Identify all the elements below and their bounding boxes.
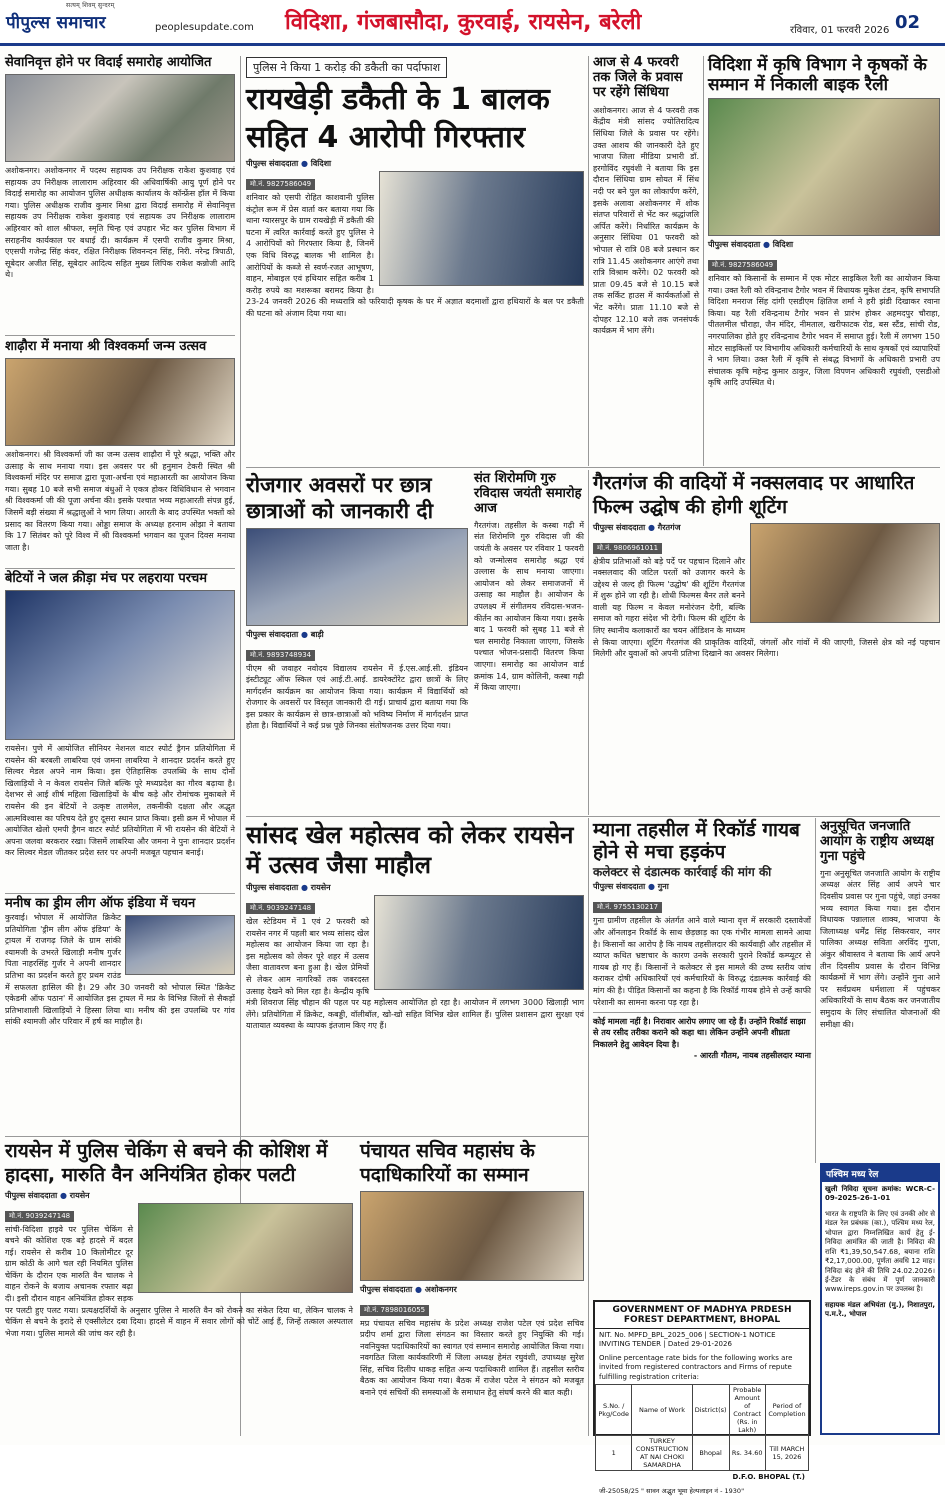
article-sports-festival xyxy=(246,820,584,1132)
article-body: गुना अनुसूचित जनजाति आयोग के राष्ट्रीय अध्यक्ष अंतर सिंह आर्य अपने चार दिवसीय प्रवास पर गुना पहुंचे, जहां उनका भव्य स्वागत किया गया। इस दौरान विधायक पन्नालाल शाक्य, भाजपा के जिलाध्यक्ष धर्मेंद्र सिंह सिकरवार, नगर पालिका अध्यक्ष सविता अरविंद गुप्ता, अंकुर श्रीवास्तव ने बताया कि आर्य अपने तीन दिवसीय प्रवास के दौरान विभिन्न कार्यक्रमों में भाग लेंगे। उन्होंने गुना आने पर सर्वप्रथम धर्मशाला में पहुंचकर अधिकारियों के साथ बैठक कर जनजातीय समुदाय के लिए संचालित योजनाओं की समीक्षा की। xyxy=(820,868,940,1029)
logo-tagline: सत्यम् शिवम् सुन्दरम् xyxy=(66,2,115,9)
reporter-mobile: मो.नं. 9755130217 xyxy=(593,902,662,913)
rail-sign: सहायक मंडल अभियंता (मु.), निशातपुरा, प.म.रे., भोपाल xyxy=(825,1300,935,1319)
site-url[interactable]: peoplesupdate.com xyxy=(155,22,254,33)
article-body: मप्र पंचायत सचिव महासंघ के प्रदेश अध्यक्ष राजेश पटेल एवं प्रदेश सचिव प्रदीप शर्मा द्वारा जिला संगठन का विस्तार करते हुए नियुक्ति की गई। नवनियुक्त पदाधिकारियों का स्वागत एवं सम्मान समारोह आयोजित किया गया। नवगठित जिला कार्यकारिणी में जिला अध्यक्ष हेमंत रघुवंशी, उपाध्यक्ष सुरेश सिंह, सचिव दिलीप धाकड़ सहित अन्य पदाधिकारी शामिल हैं। तहसील स्तरीय बैठक का आयोजन किया गया। बैठक में राजेश पटेल ने संगठन को मजबूत बनाने एवं सचिवों की समस्याओं के समाधान हेतु संघर्ष करने की बात कही। xyxy=(360,1318,584,1398)
headline: रायसेन में पुलिस चेकिंग से बचने की कोशिश में हादसा, मारुति वैन अनियंत्रित होकर पलटी xyxy=(5,1140,328,1186)
rail-title: खुली निविदा सूचना क्रमांक: WCR-C-09-2025-26-1-01 xyxy=(825,1185,935,1203)
lead-headline: रायखेड़ी डकैती के 1 बालक सहित 4 आरोपी गिरफ्तार xyxy=(246,82,550,155)
headline: पंचायत सचिव महासंघ के पदाधिकारियों का सम्मान xyxy=(360,1140,535,1186)
headline: मनीष का ड्रीम लीग ऑफ इंडिया में चयन xyxy=(5,896,196,911)
headline: संत शिरोमणि गुरु रविदास जयंती समारोह आज xyxy=(474,471,582,516)
headline: गैरतगंज की वादियों में नक्सलवाद पर आधारित फिल्म उद्घोष की होगी शूटिंग xyxy=(593,472,915,518)
quote-author: - आरती गौतम, नायब तहसीलदार म्याना xyxy=(693,1050,811,1060)
headline: अनुसूचित जनजाति आयोग के राष्ट्रीय अध्यक्ष गुना पहुंचे xyxy=(820,819,934,864)
column-rule xyxy=(588,56,589,466)
divider xyxy=(246,467,940,468)
headline: विदिशा में कृषि विभाग ने कृषकों के सम्मान में निकाली बाइक रैली xyxy=(708,55,927,95)
tender-title: GOVERNMENT OF MADHYA PRDESH FOREST DEPARTMENT, BHOPAL xyxy=(595,1302,809,1329)
headline: म्याना तहसील में रिकॉर्ड गायब होने से मचा हड़कंप xyxy=(593,819,800,863)
byline: पीपुल्स संवाददाता ● बाड़ी xyxy=(246,629,324,639)
article-body: सांची-विदिशा हाइवे पर पुलिस चेकिंग से बचने की कोशिश एक बड़े हादसे में बदल गई। रायसेन से करीब 10 किलोमीटर दूर ग्राम कोठी के आगे चल रही नियमित पुलिस चेकिंग के दौरान एक मारुति वैन चालक ने वाहन रोकने के बजाय अचानक रफ्तार बढ़ा दी। इसी दौरान वाहन अनियंत्रित होकर सड़क पर पलटी हुए पलट गया। प्रत्यक्षदर्शियों के अनुसार पुलिस ने मारुति वैन को रोकने का संकेत दिया था, लेकिन चालक ने चेकिंग से बचने के इरादे से एक्सीलेटर दबा दिया। हादसे में वाहन में सवार लोगों को चोटें आई हैं, जिन्हें तत्काल अस्पताल भेजा गया। पुलिस मामले की जांच कर रही है। xyxy=(5,1224,353,1338)
kicker: पुलिस ने किया 1 करोड़ की डकैती का पर्दाफाश xyxy=(246,57,447,78)
news-photo xyxy=(5,358,235,446)
page-number: 02 xyxy=(895,12,921,33)
article-van-accident xyxy=(5,1140,353,1438)
tender-note: Online percentage rate bids for the following works are invited from registered contractors and Firms of repute fulfilling registration criteria: xyxy=(599,1353,793,1381)
article-body: रायसेन। पुणे में आयोजित सीनियर नेशनल वाटर स्पोर्ट ड्रैगन प्रतियोगिता में रायसेन की बरबली लाबरिया एवं जमना लाबरिया ने शानदार प्रदर्शन करते हुए सिल्वर मेडल अपने नाम किया। इस ऐतिहासिक उपलब्धि के साथ दोनों खिलाड़ियों ने न केवल रायसेन जिले बल्कि पूरे मध्यप्रदेश का गौरव बढ़ाया है। देशभर से आई शीर्ष महिला खिलाड़ियों के बीच कड़े और रोमांचक मुकाबले में रायसेन की इन बेटियों ने उत्कृष्ट तालमेल, तकनीकी दक्षता और अद्भुत आत्मविश्वास का परिचय देते हुए दूसरा स्थान प्राप्त किया। इसी क्रम में भोपाल में आयोजित खेलो एमपी ड्रैगन वाटर स्पोर्ट प्रतियोगिता में भी रायसेन की बेटियों ने अपना जलवा बरकरार रखा। जिसमें लाबरिया और जमना ने पुनः शानदार प्रदर्शन कर सिल्वर मेडल जीतकर प्रदेश स्तर पर अपनी मजबूत पहचान बनाई। xyxy=(5,743,235,858)
article-dream-league xyxy=(5,897,235,1132)
forest-tender-ad xyxy=(593,1300,811,1495)
article-retirement xyxy=(5,56,235,331)
divider xyxy=(246,816,940,817)
article-body: कुरवाई। भोपाल में आयोजित क्रिकेट प्रतियोगिता 'ड्रीम लीग ऑफ इंडिया' के ट्रायल में राजगढ़ जिले के ग्राम सांकी श्यामजी के उभरते खिलाड़ी मनीष गुर्जर पिता नाहरसिंह गुर्जर ने अपनी शानदार प्रतिभा का प्रदर्शन करते हुए प्रथम राउंड में सफलता हासिल की है। 29 और 30 जनवरी को भोपाल स्थित 'क्रिकेट एकेडमी ऑफ पठान' में आयोजित इस ट्रायल में मप्र के विभिन्न जिलों से सैकड़ों प्रतिभाशाली खिलाड़ियों ने हिस्सा लिया था। मनीष की इस उपलब्धि पर गांव सांकी श्यामजी और परिवार में हर्ष का माहौल है। xyxy=(5,912,235,1027)
reporter-mobile: मो.नं. 9827586049 xyxy=(708,260,777,271)
divider xyxy=(5,893,235,894)
news-photo xyxy=(360,1191,584,1281)
headline: सांसद खेल महोत्सव को लेकर रायसेन में उत्सव जैसा माहौल xyxy=(246,821,574,879)
column-rule xyxy=(703,56,704,466)
article-employment xyxy=(246,472,468,814)
tender-meta: NIT. No. MPFD_BPL_2025_006 | SECTION-1 NOTICE INVITING TENDER | Dated 29-01-2026 xyxy=(599,1331,776,1349)
logo-text: पीपुल्स समाचार xyxy=(6,13,106,33)
article-body: अशोकनगर। अशोकनगर में पदस्थ सहायक उप निरीक्षक राकेश कुशवाह एवं सहायक उप निरीक्षक लालाराम अहिरवार की अधिवार्षिकी आयु पूर्ण होने पर विदाई समारोह का आयोजन पुलिस अधीक्षक कार्यालय के कॉन्फ्रेंस हॉल में किया गया। पुलिस अधीक्षक राजीव कुमार मिश्रा द्वारा विदाई समारोह में सेवानिवृत्त सहायक उप निरीक्षक राकेश कुशवाह एवं सहायक उप निरीक्षक लालाराम अहिरवार को शाल श्रीफल, स्मृति चिन्ह एवं उपहार भेंट कर पुलिस विभाग में सराहनीय कार्यकाल पर बधाई दी। कार्यक्रम में एसपी राजीव कुमार मिश्रा, एएसपी गजेन्द्र सिंह कंवर, रक्षित निरीक्षक शिवनन्दन सिंह, निरी. नरेन्द्र त्रिपाठी, सूबेदार अजीत सिंह, सूबेदार आदित्य सहित मुख्य लिपिक राकेश कन्नोजी आदि थे। xyxy=(5,165,235,280)
quote-text: कोई मामला नहीं है। निरावार आरोप लगाए जा रहे हैं। उन्होंने रिकॉर्ड साझा से तय रसीद तरीका कराने को कहा था। लेकिन उन्होंने अपनी शीघ्रता निकालने हेतु आवेदन दिया है। xyxy=(593,1017,806,1049)
byline: पीपुल्स संवाददाता ● अशोकनगर xyxy=(360,1284,457,1294)
tender-nit: NIT. No. MPFD_BPL_2025_006 xyxy=(599,1331,703,1339)
article-bike-rally xyxy=(708,56,940,464)
byline: पीपुल्स संवाददाता ● गुना xyxy=(593,882,669,892)
article-body: शनिवार को किसानों के सम्मान में एक मोटर साइकिल रैली का आयोजन किया गया। उक्त रैली को रविन्द्रनाथ टैगोर भवन में विधायक मुकेश टंडन, कृषि सभापति विदिशा मनराज सिंह दांगी एसडीएम क्षितिज शर्मा ने हरी झंडी दिखाकर रवाना किया। यह रैली रविन्द्रनाथ टैगोर भवन से प्रारंभ होकर अहमदपुर चौराहा, पीतलमील चौराहा, जैन मंदिर, नीमताल, खरीफाटक रोड, बस स्टैंड, सांची रोड, नगरपालिका होते हुए रविन्द्रनाथ टैगोर भवन में समाप्त हुई। रैली में लगभग 150 मोटर साइकिलों पर विभागीय अधिकारी कर्मचारियों के साथ कृषकों एवं व्यापारियों ने भाग लिया। उक्त रैली में कृषि से संबद्ध विभागों के अधिकारी प्रभारी उप संचालक कृषि महेन्द्र कुमार ठाकुर, जिला विपणन अधिकारी रघुवंशी, एसडीओ कृषि आदि उपस्थित थे। xyxy=(708,274,940,388)
tender-footer: D.F.O. BHOPAL (T.) xyxy=(732,1473,805,1482)
article-body: खेल स्टेडियम में 1 एवं 2 फरवरी को रायसेन नगर में पहली बार भव्य सांसद खेल महोत्सव का आयोजन किया जा रहा है। इस महोत्सव को लेकर पूरे शहर में उत्सव जैसा वातावरण बना हुआ है। खेल प्रेमियों से लेकर आम नागरिकों तक जबरदस्त उत्साह देखने को मिल रहा है। केन्द्रीय कृषि मंत्री शिवराज सिंह चौहान की पहल पर यह महोत्सव आयोजित हो रहा है। आयोजन में लगभग 3000 खिलाड़ी भाग लेंगे। प्रतियोगिता में क्रिकेट, कबड्डी, वॉलीबॉल, खो-खो सहित विभिन्न खेल शामिल हैं। पुलिस प्रशासन द्वारा सुरक्षा एवं यातायात व्यवस्था के व्यापक इंतजाम किए गए हैं। xyxy=(246,917,584,1031)
article-water-sports xyxy=(5,572,235,890)
table-cell: Rs. 34.60 xyxy=(729,1436,765,1471)
news-photo xyxy=(750,523,940,623)
news-photo xyxy=(125,915,235,975)
table-header: Probable Amount of Contract (Rs. in Lakh) xyxy=(729,1385,765,1436)
article-panchayat xyxy=(360,1140,584,1438)
article-body: गुना ग्रामीण तहसील के अंतर्गत आने वाले म्याना वृत्त में सरकारी दस्तावेजों और ऑनलाइन रिकॉर्ड के साथ छेड़छाड़ का एक गंभीर मामला सामने आया है। किसानों का आरोप है कि नायब तहसीलदार की कार्यवाही और तहसील में व्याप्त कथित भ्रष्टाचार के कारण उनके सरकारी पुराने रिकॉर्ड कम्प्यूटर से गायब हो गए हैं। किसानों ने कलेक्टर से इस मामले की उच्च स्तरीय जांच कराकर दोषी अधिकारियों एवं कर्मचारियों के विरुद्ध दंडात्मक कार्रवाई की मांग की है। पीड़ित किसानों का कहना है कि रिकॉर्ड गायब होने से उन्हें काफी परेशानी का सामना करना पड़ रहा है। xyxy=(593,916,811,1007)
railway-tender-ad xyxy=(820,1163,940,1435)
divider xyxy=(5,1136,588,1137)
table-header: District(s) xyxy=(692,1385,729,1436)
byline: पीपुल्स संवाददाता ● गैरतगंज xyxy=(593,522,681,532)
column-rule xyxy=(588,470,589,815)
headline: आज से 4 फरवरी तक जिले के प्रवास पर रहेंगे सिंधिया xyxy=(593,55,683,100)
tender-dated: Dated 29-01-2026 xyxy=(667,1340,732,1349)
news-photo xyxy=(5,74,235,162)
article-body: क्षेत्रीय प्रतिभाओं को बड़े पर्दे पर पहचान दिलाने और नक्सलवाद की जटिल परतों को उजागर करने के उद्देश्य से जल्द ही फिल्म 'उद्घोष' की शूटिंग गैरतगंज में शुरू होने जा रही है। शोधी फिल्मस बैनर तले बनने वाली यह फिल्म न केवल मनोरंजन देगी, बल्कि समाज को गहरा संदेश भी देगी। फिल्म की शूटिंग के लिए स्थानीय कलाकारों का चयन ऑडिशन के माध्यम से किया जाएगा। शूटिंग गैरतगंज की प्राकृतिक वादियों, जंगलों और गांवों में की जाएगी, जिससे क्षेत्र को नई पहचान मिलेगी और युवाओं को अपनी प्रतिभा दिखाने का अवसर मिलेगा। xyxy=(593,556,940,659)
headline: रोजगार अवसरों पर छात्र छात्राओं को जानकारी दी xyxy=(246,473,434,524)
article-dacoity xyxy=(246,56,584,464)
reporter-mobile: मो.नं. 7898016055 xyxy=(360,1305,429,1316)
byline: पीपुल्स संवाददाता ● विदिशा xyxy=(246,159,332,168)
tender-section: SECTION-1 NOTICE INVITING TENDER xyxy=(599,1331,776,1349)
table-cell: Bhopal xyxy=(692,1436,729,1471)
table-header: Period of Completion xyxy=(765,1385,808,1436)
table-row xyxy=(596,1436,809,1471)
byline: पीपुल्स संवाददाता ● विदिशा xyxy=(708,240,794,250)
news-photo xyxy=(5,590,235,740)
article-st-commission xyxy=(820,820,940,1160)
news-photo xyxy=(138,1203,353,1293)
byline: पीपुल्स संवाददाता ● रायसेन xyxy=(246,883,331,892)
table-cell: 1 xyxy=(596,1436,632,1471)
article-body: अशोकनगर। श्री विश्वकर्मा जी का जन्म उत्सव शाढ़ौरा में पूरे श्रद्धा, भक्ति और उत्साह के साथ मनाया गया। इस अवसर पर श्री हनुमान टेकरी स्थित श्री विश्वकर्मा मंदिर पर समाज द्वारा पूजा-अर्चना एवं महाआरती का आयोजन किया गया। सुबह 10 बजे सभी समाज बंधुओं ने एकत्र होकर विधिविधान से भगवान श्री विश्वकर्मा जी की पूजा अर्चना की। इसके पश्चात भव्य महाआरती संपन्न हुई, जिसमें बड़ी संख्या में श्रद्धालुओं ने भाग लिया। आरती के बाद उपस्थित भक्तों को प्रसाद का वितरण किया गया। ओड्डा समाज के अध्यक्ष हरनाम ओझा ने बताया कि 17 सितंबर को पूरे विश्व में श्री विश्वकर्मा भगवान का पूजन दिवस मनाया जाता है। xyxy=(5,449,235,552)
news-photo xyxy=(374,895,584,990)
table-cell: Till MARCH 15, 2026 xyxy=(765,1436,808,1471)
reporter-mobile: मो.नं. 9806961011 xyxy=(593,543,662,554)
newspaper-logo xyxy=(6,2,115,33)
article-vishwakarma xyxy=(5,340,235,565)
article-body: गैरतगंज। तहसील के कस्बा गढ़ी में संत शिरोमणि गुरु रविदास जी की जयंती के अवसर पर रविवार 1 फरवरी को जन्मोत्सव समारोह श्रद्धा एवं उल्लास के साथ मनाया जाएगा। आयोजन को लेकर समाजजनों में उत्साह का माहौल है। आयोजन के उपलक्ष्य में संगीतमय रविदास-भजन-कीर्तन का आयोजन किया गया। इसके बाद 1 फरवरी को सुबह 11 बजे से चल समारोह निकाला जाएगा, जिसके पश्चात भोजन-प्रसादी वितरण किया जाएगा। समारोह का आयोजन वार्ड क्रमांक 14, ग्राम कोलिनी, कस्बा गढ़ी में किया जाएगा। xyxy=(474,520,584,693)
tender-table xyxy=(595,1384,809,1471)
article-film-shooting xyxy=(593,472,940,814)
edition-title: विदिशा, गंजबासौदा, कुरवाई, रायसेन, बरेली xyxy=(285,10,642,35)
tender-slogan: जी-25058/25 " सावन अद्भुत भूमा हेल्पलाइन नं - 1930" xyxy=(599,1486,745,1495)
column-rule xyxy=(588,818,589,1436)
column-rule xyxy=(815,818,816,1163)
byline: पीपुल्स संवाददाता ● रायसेन xyxy=(5,1190,90,1200)
article-body: शनिवार को एसपी रोहित काशवानी पुलिस कंट्रोल रूम में प्रेस वार्ता कर बताया गया कि थाना ग्यारसपुर के ग्राम रायखेड़ी में डकैती की घटना में त्वरित कार्रवाई करते हुए पुलिस ने 4 आरोपियों को गिरफ्तार किया है, जिनमें एक विधि विरुद्ध बालक भी शामिल है। आरोपियों के कब्जे से स्वर्ण-रजत आभूषण, वाहन, मोबाइल एवं हथियार सहित करीब 1 करोड़ रुपये का मशरूका बरामद किया है। 23-24 जनवरी 2026 की मध्यरात्रि को फरियादी कृषक के घर में अज्ञात बदमाशों द्वारा हथियारों के बल पर डकैती की घटना को अंजाम दिया गया था। xyxy=(246,193,584,318)
news-photo xyxy=(246,528,468,626)
reporter-mobile: मो.नं. 9893748934 xyxy=(246,650,315,661)
divider xyxy=(5,568,235,569)
article-body: अशोकनगर। आज से 4 फरवरी तक केंद्रीय मंत्री सांसद ज्योतिरादित्य सिंधिया जिले के प्रवास पर रहेंगे। उक्त आशय की जानकारी देते हुए भाजपा जिला मीडिया प्रभारी डॉ. हरगोविंद रघुवंशी ने बताया कि इस दौरान सिंधिया ग्राम सोयत में सिंध नदी पर बने पुल का लोकार्पण करेंगे, इसके अलावा अशोकनगर में शोक संतप्त परिवारों से भेंट कर श्रद्धांजलि अर्पित करेंगे। निर्धारित कार्यक्रम के अनुसार सिंधिया 01 फरवरी को भोपाल से रात्रि 08 बजे प्रस्थान कर रात्रि 11.45 अशोकनगर आएंगे तथा रात्रि विश्राम करेंगे। 02 फरवरी को प्रातः 09.45 बजे से 10.15 बजे तक सर्किट हाउस में कार्यकर्ताओं से भेंट करेंगे। प्रातः 11.10 बजे से दोपहर 12.10 बजे तक जनसंपर्क कार्यक्रम में भाग लेंगे। xyxy=(593,105,699,336)
divider xyxy=(5,335,235,336)
headline: शाढ़ौरा में मनाया श्री विश्वकर्मा जन्म उत्सव xyxy=(5,339,207,354)
subheadline: कलेक्टर से दंडात्मक कार्रवाई की मांग की xyxy=(593,864,772,879)
headline: बेटियों ने जल क्रीड़ा मंच पर लहराया परचम xyxy=(5,571,208,586)
reporter-mobile: मो.नं. 9039247148 xyxy=(246,903,315,914)
news-photo xyxy=(379,171,584,286)
article-body: पीएम श्री जवाहर नवोदय विद्यालय रायसेन में ई.एस.आई.सी. इंडियन इंस्टीट्यूट ऑफ स्किल एवं आई.टी.आई. डायरेक्टोरेट द्वारा छात्रों के लिए मार्गदर्शन कार्यक्रम का आयोजन किया गया। कार्यक्रम में विद्यार्थियों को रोजगार के अवसरों पर विस्तृत जानकारी दी गई। प्राचार्य द्वारा बताया गया कि इस प्रकार के कार्यक्रम से छात्र-छात्राओं को भविष्य निर्माण में मार्गदर्शन प्राप्त होता है। विद्यार्थियों ने कई प्रश्न पूछे जिनका संतोषजनक उत्तर दिया गया। xyxy=(246,663,468,731)
reporter-mobile: मो.नं. 9039247148 xyxy=(5,1211,74,1222)
table-header-row xyxy=(596,1385,809,1436)
headline: सेवानिवृत्त होने पर विदाई समारोह आयोजित xyxy=(5,55,212,70)
masthead xyxy=(0,0,945,46)
rail-body: भारत के राष्ट्रपति के लिए एवं उनकी ओर से मंडल रेल प्रबंधक (का.), पश्चिम मध्य रेल, भोपाल द्वारा निम्नलिखित कार्य हेतु ई-निविदा आमंत्रित की जाती है। निविदा की राशि ₹1,39,50,547.68, बयाना राशि ₹2,17,000.00, पूर्णता अवधि 12 माह। निविदा बंद होने की तिथि 24.02.2026। ई-टेंडर के संबंध में पूर्ण जानकारी www.ireps.gov.in पर उपलब्ध है। xyxy=(825,1209,935,1294)
table-cell: TURKEY CONSTRUCTION AT NAI CHOKI SAMARDHA xyxy=(632,1436,692,1471)
article-records-missing xyxy=(593,820,811,1295)
reporter-mobile: मो.नं. 9827586049 xyxy=(246,179,315,190)
official-quote xyxy=(593,1012,811,1061)
table-header: Name of Work xyxy=(632,1385,692,1436)
article-scindia xyxy=(593,56,699,464)
issue-date: रविवार, 01 फरवरी 2026 xyxy=(790,25,890,36)
news-photo xyxy=(708,98,940,236)
table-header: S.No. / Pkg/Code xyxy=(596,1385,632,1436)
rail-header: पश्चिम मध्य रेल xyxy=(822,1165,938,1182)
article-ravidas xyxy=(474,472,584,814)
